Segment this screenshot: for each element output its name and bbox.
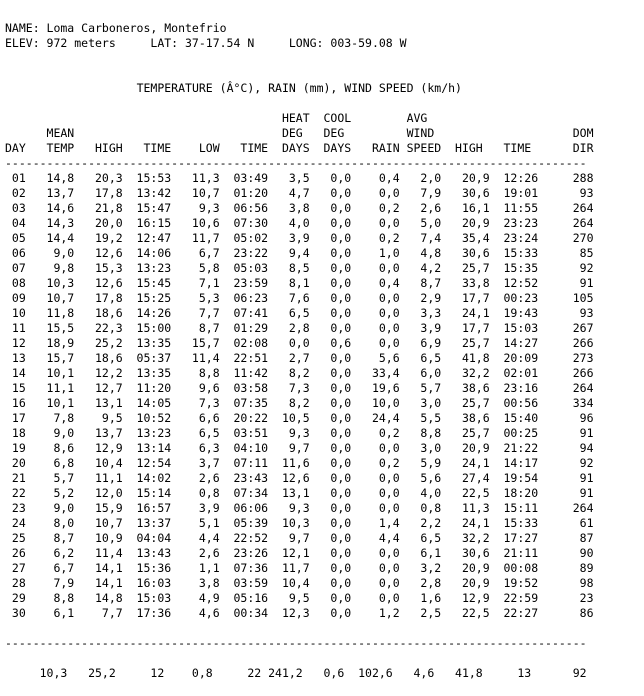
table-row: 07 9,8 15,3 13:23 5,8 05:03 8,5 0,0 0,0 4,2 25,7 15:35 92 <box>5 261 594 275</box>
table-row: 17 7,8 9,5 10:52 6,6 20:22 10,5 0,0 24,4 5,5 38,6 15:40 96 <box>5 411 594 425</box>
report-title-text: TEMPERATURE (Â°C), RAIN (mm), WIND SPEED (km/h) <box>136 81 462 95</box>
table-row: 11 15,5 22,3 15:00 8,7 01:29 2,8 0,0 0,0 3,9 17,7 15:03 267 <box>5 321 594 335</box>
table-row: 03 14,6 21,8 15:47 9,3 06:56 3,8 0,0 0,2 2,6 16,1 11:55 264 <box>5 201 594 215</box>
table-row: 19 8,6 12,9 13:14 6,3 04:10 9,7 0,0 0,0 3,0 20,9 21:22 94 <box>5 441 594 455</box>
table-row: 09 10,7 17,8 15:25 5,3 06:23 7,6 0,0 0,0 2,9 17,7 00:23 105 <box>5 291 594 305</box>
table-row: 08 10,3 12,6 15:45 7,1 23:59 8,1 0,0 0,4 8,7 33,8 12:52 91 <box>5 276 594 290</box>
table-row: 05 14,4 19,2 12:47 11,7 05:02 3,9 0,0 0,2 7,4 35,4 23:24 270 <box>5 231 594 245</box>
table-row: 12 18,9 25,2 13:35 15,7 02:08 0,0 0,6 0,0 6,9 25,7 14:27 266 <box>5 336 594 350</box>
table-row: 30 6,1 7,7 17:36 4,6 00:34 12,3 0,0 1,2 2,5 22,5 22:27 86 <box>5 606 594 620</box>
table-row: 14 10,1 12,2 13:35 8,8 11:42 8,2 0,0 33,4 6,0 32,2 02:01 266 <box>5 366 594 380</box>
table-row: 15 11,1 12,7 11:20 9,6 03:58 7,3 0,0 19,6 5,7 38,6 23:16 264 <box>5 381 594 395</box>
table-row: 18 9,0 13,7 13:23 6,5 03:51 9,3 0,0 0,2 8,8 25,7 00:25 91 <box>5 426 594 440</box>
blank-line <box>5 621 594 636</box>
totals-separator: ------------------------------------------------------------------------------------ <box>5 636 587 650</box>
climate-report <box>5 6 594 696</box>
table-row: 01 14,8 20,3 15:53 11,3 03:49 3,5 0,0 0,4 2,0 20,9 12:26 288 <box>5 171 594 185</box>
header-line-2: MEAN DEG DEG WIND DOM <box>5 126 594 140</box>
table-row: 16 10,1 13,1 14:05 7,3 07:35 8,2 0,0 10,0 3,0 25,7 00:56 334 <box>5 396 594 410</box>
table-row: 10 11,8 18,6 14:26 7,7 07:41 6,5 0,0 0,0 3,3 24,1 19:43 93 <box>5 306 594 320</box>
header-line-3: DAY TEMP HIGH TIME LOW TIME DAYS DAYS RAIN SPEED HIGH TIME DIR <box>5 141 594 155</box>
table-row: 22 5,2 12,0 15:14 0,8 07:34 13,1 0,0 0,0 4,0 22,5 18:20 91 <box>5 486 594 500</box>
header-separator: ------------------------------------------------------------------------------------ <box>5 156 587 170</box>
header-line-1: HEAT COOL AVG <box>5 111 428 125</box>
blank-line <box>5 51 594 66</box>
table-row: 06 9,0 12,6 14:06 6,7 23:22 9,4 0,0 1,0 4,8 30,6 15:33 85 <box>5 246 594 260</box>
table-row: 29 8,8 14,8 15:03 4,9 05:16 9,5 0,0 0,0 1,6 12,9 22:59 23 <box>5 591 594 605</box>
station-elevation-location: ELEV: 972 meters LAT: 37-17.54 N LONG: 003-59.08 W <box>5 36 407 50</box>
table-row: 25 8,7 10,9 04:04 4,4 22:52 9,7 0,0 4,4 6,5 32,2 17:27 87 <box>5 531 594 545</box>
report-title <box>5 81 594 96</box>
table-row: 20 6,8 10,4 12:54 3,7 07:11 11,6 0,0 0,2 5,9 24,1 14:17 92 <box>5 456 594 470</box>
table-row: 27 6,7 14,1 15:36 1,1 07:36 11,7 0,0 0,0 3,2 20,9 00:08 89 <box>5 561 594 575</box>
table-row: 02 13,7 17,8 13:42 10,7 01:20 4,7 0,0 0,0 7,9 30,6 19:01 93 <box>5 186 594 200</box>
table-row: 04 14,3 20,0 16:15 10,6 07:30 4,0 0,0 0,0 5,0 20,9 23:23 264 <box>5 216 594 230</box>
station-name: NAME: Loma Carboneros, Montefrio <box>5 21 227 35</box>
table-row: 23 9,0 15,9 16:57 3,9 06:06 9,3 0,0 0,0 0,8 11,3 15:11 264 <box>5 501 594 515</box>
table-row: 26 6,2 11,4 13:43 2,6 23:26 12,1 0,0 0,0 6,1 30,6 21:11 90 <box>5 546 594 560</box>
table-row: 21 5,7 11,1 14:02 2,6 23:43 12,6 0,0 0,0 5,6 27,4 19:54 91 <box>5 471 594 485</box>
totals-row: 10,3 25,2 12 0,8 22 241,2 0,6 102,6 4,6 41,8 13 92 <box>5 666 587 680</box>
table-row: 13 15,7 18,6 05:37 11,4 22:51 2,7 0,0 5,6 6,5 41,8 20:09 273 <box>5 351 594 365</box>
daily-rows <box>5 171 594 621</box>
table-row: 24 8,0 10,7 13:37 5,1 05:39 10,3 0,0 1,4 2,2 24,1 15:33 61 <box>5 516 594 530</box>
blank-line <box>5 96 594 111</box>
table-row: 28 7,9 14,1 16:03 3,8 03:59 10,4 0,0 0,0 2,8 20,9 19:52 98 <box>5 576 594 590</box>
blank-line <box>5 66 594 81</box>
blank-line <box>5 651 594 666</box>
